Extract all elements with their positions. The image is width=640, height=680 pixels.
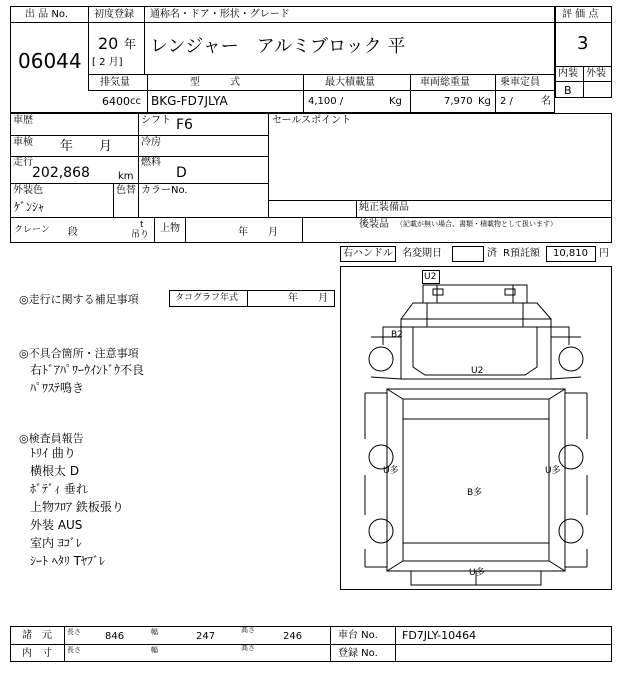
lot-label: 出 品 No. (25, 9, 68, 20)
inspector-item: 横根太 D (30, 464, 80, 478)
displacement-label: 排気量 (100, 77, 130, 88)
internal-label: 内 寸 (22, 648, 52, 659)
gross-weight-unit: Kg (478, 96, 491, 107)
damage-mark-u2-front: U2 (424, 272, 437, 282)
damage-mark-b-bed: B多 (467, 488, 483, 498)
damage-mark-u-right: U多 (545, 466, 561, 476)
model-label: 型 式 (190, 77, 240, 88)
truck-outline (341, 267, 611, 589)
fuel-label: 燃料 (141, 157, 161, 168)
aftermarket-note: （記載が無い場合、書類・積載物として扱います） (396, 220, 557, 228)
reg-year: 20 (98, 34, 119, 53)
capacity-label: 乗車定員 (500, 77, 540, 88)
max-load-value: 4,100 / (308, 96, 344, 107)
damage-mark-u-left: U多 (383, 466, 399, 476)
crane-ton: t (140, 220, 144, 230)
inspector-item: ﾄﾘｲ 曲り (30, 446, 76, 460)
reg-label: 初度登録 (94, 9, 134, 20)
name-change-box (452, 246, 484, 262)
inspector-title: ◎検査員報告 (19, 432, 84, 445)
inspection-value: 年 月 (60, 139, 113, 154)
defect-item: ﾊﾟﾜｽﾃ鳴き (30, 381, 85, 395)
max-load-label: 最大積載量 (325, 77, 375, 88)
crane-lift: 吊り (131, 230, 150, 240)
in-height-label: 高さ (241, 644, 255, 652)
in-length-label: 長さ (67, 646, 81, 654)
max-load-unit: Kg (389, 96, 402, 107)
inspector-item: 外装 AUS (30, 518, 83, 532)
history-label: 車歴 (13, 115, 33, 126)
width-value: 247 (196, 631, 216, 642)
ac-label: 冷房 (141, 137, 161, 148)
capacity-unit: 名 (541, 96, 551, 107)
crane-stage: 段 (68, 227, 78, 238)
gross-weight-value: 7,970 (444, 96, 473, 107)
aftermarket-label: 後装品 (359, 219, 389, 230)
name-label: 通称名・ドア・形状・グレード (150, 9, 290, 20)
model-value: BKG-FD7JLYA (151, 94, 228, 108)
recycle-unit: 円 (599, 248, 609, 259)
defect-item: 右ﾄﾞｱﾊﾟﾜｰｳｲﾝﾄﾞｳ不良 (30, 363, 145, 377)
vehicle-name: レンジャー アルミブロック 平 (150, 36, 406, 57)
height-label: 高さ (241, 626, 255, 634)
inspector-item: 室内 ﾖｺﾞﾚ (30, 536, 82, 550)
gross-weight-label: 車両総重量 (420, 77, 470, 88)
shift-label: シフト (141, 115, 171, 126)
grade-value: 3 (577, 33, 589, 54)
recycle-label: 済 (487, 248, 497, 259)
tacho-label: タコグラフ年式 (175, 293, 239, 303)
damage-diagram (340, 266, 612, 590)
damage-mark-b2: B2 (391, 330, 403, 340)
driving-title: ◎走行に関する補足事項 (19, 293, 139, 306)
damage-mark-u2-cab: U2 (471, 366, 484, 376)
inspector-item: ﾎﾞﾃﾞｨ 垂れ (30, 482, 88, 496)
dims-label: 諸 元 (22, 630, 52, 641)
tacho-value: 年 月 (288, 293, 328, 304)
recycle-deposit-value: 10,810 (553, 248, 588, 259)
chassis-label: 車台 No. (338, 630, 378, 641)
sales-point-label: セールスポイント (272, 115, 352, 126)
in-width-label: 幅 (151, 646, 158, 654)
year-unit: 年 (124, 37, 137, 51)
displacement-value: 6400 (102, 95, 130, 108)
grade-label: 評 価 点 (562, 9, 599, 20)
width-label: 幅 (151, 628, 158, 636)
color-label: 外装色 (13, 185, 43, 196)
name-change-label: 名変期日 (402, 248, 442, 259)
mileage-label: 走行 (13, 157, 33, 168)
rhd-label: 右ハンドル (343, 248, 393, 259)
inspection-label: 車検 (13, 137, 33, 148)
upper-label: 上物 (160, 223, 180, 234)
chassis-value: FD7JLY-10464 (402, 629, 477, 642)
exterior-label: 外装 (586, 68, 606, 79)
lot-number: 06044 (18, 49, 82, 73)
mileage-unit: km (118, 171, 134, 182)
interior-label: 内装 (558, 68, 578, 79)
recycle-deposit-label: R預託額 (503, 248, 540, 259)
damage-mark-u-rear: U多 (469, 568, 485, 578)
color-value: ｹﾞﾝｼｬ (14, 200, 45, 214)
reg-no-label: 登録 No. (338, 648, 378, 659)
interior-grade: B (564, 84, 572, 97)
crane-label: クレーン (14, 225, 50, 235)
color-no-label: 色替 (116, 185, 136, 196)
inspector-item: ｼｰﾄ ﾍﾀﾘ Tﾔﾌﾞﾚ (30, 554, 105, 568)
shift-value: F6 (176, 117, 193, 133)
color-code-label: カラーNo. (141, 185, 188, 196)
length-value: 846 (105, 631, 125, 642)
height-value: 246 (283, 631, 303, 642)
displacement-unit: cc (130, 96, 141, 107)
mileage-value: 202,868 (32, 165, 90, 181)
length-label: 長さ (67, 628, 81, 636)
capacity-value: 2 / (500, 96, 513, 107)
reg-month: [ 2 月] (92, 57, 123, 68)
upper-value: 年 月 (238, 227, 278, 238)
equipment-label: 純正装備品 (359, 202, 409, 213)
fuel-value: D (176, 165, 187, 181)
defects-title: ◎不具合箇所・注意事項 (19, 347, 139, 360)
inspector-item: 上物ﾌﾛｱ 鉄板張り (30, 500, 124, 514)
